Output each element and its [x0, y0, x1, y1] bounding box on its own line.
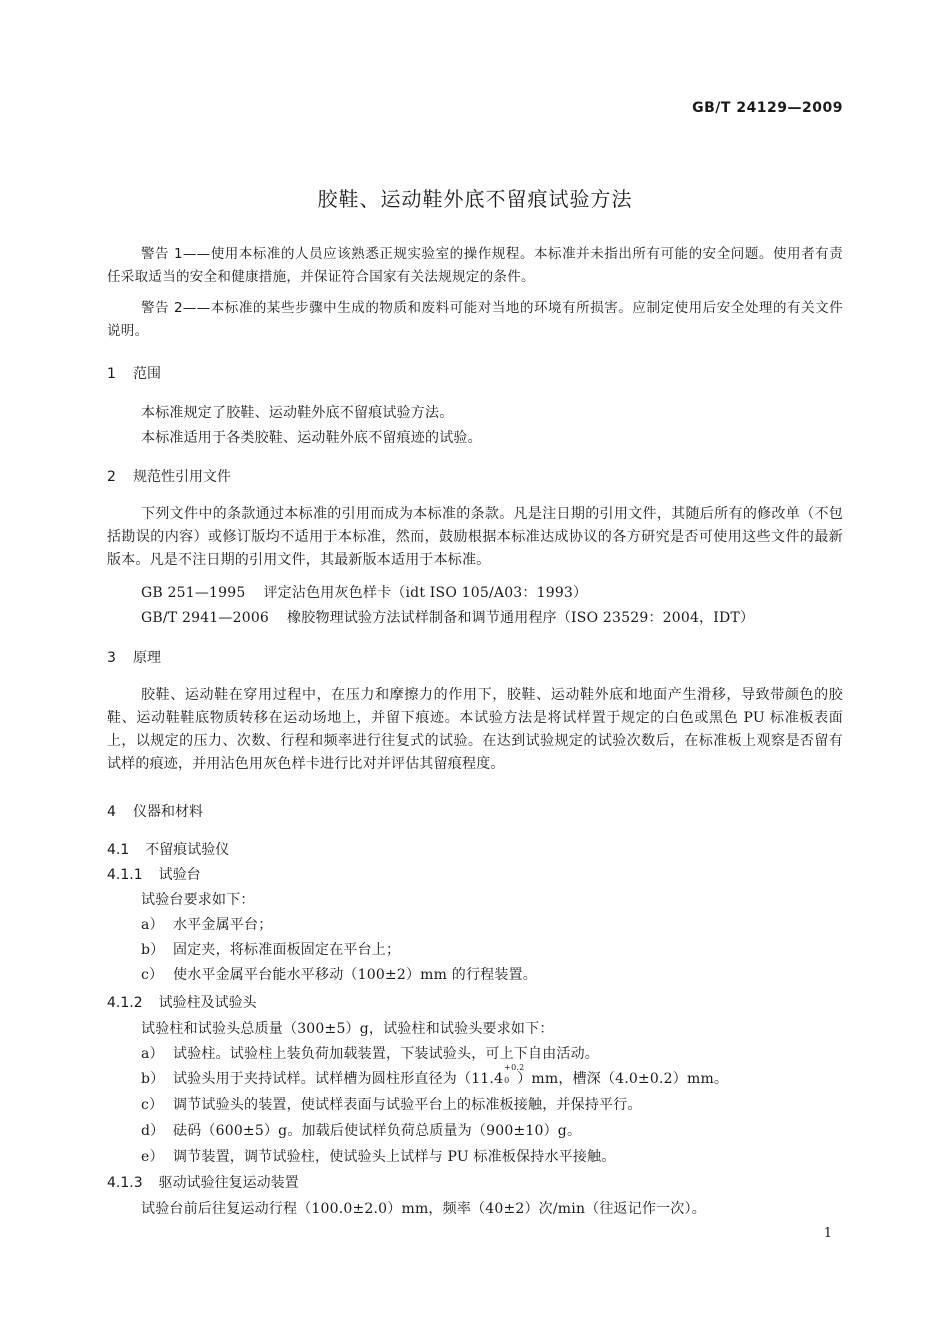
section-number: 4.1	[107, 842, 130, 858]
section-3-heading	[107, 647, 161, 667]
section-title: 范围	[133, 366, 161, 382]
document-title: 胶鞋、运动鞋外底不留痕试验方法	[317, 187, 633, 211]
list-text: 试验柱。试验柱上装负荷加载装置，下装试验头，可上下自由活动。	[173, 1046, 599, 1062]
section-4-1-2-heading	[107, 992, 257, 1012]
list-label: b）	[141, 1071, 165, 1087]
section-4-1-1-intro: 试验台要求如下：	[141, 892, 255, 908]
list-label: c）	[141, 967, 164, 983]
section-4-1-2-intro: 试验柱和试验头总质量（300±5）g，试验柱和试验头要求如下：	[141, 1021, 554, 1037]
section-4-1-heading	[107, 839, 229, 859]
section-title: 不留痕试验仪	[145, 842, 230, 858]
reference-title: 评定沾色用灰色样卡（idt ISO 105/A03：1993）	[263, 585, 588, 601]
section-1-para-1: 本标准规定了胶鞋、运动鞋外底不留痕试验方法。	[141, 405, 454, 421]
list-item	[141, 964, 537, 984]
warning-1: 警告 1——使用本标准的人员应该熟悉正规实验室的操作规程。本标准并未指出所有可能的安全问题。使用者有责任采取适当的安全和健康措施，并保证符合国家有关法规规定的条件。	[107, 246, 843, 285]
section-title: 规范性引用文件	[133, 469, 231, 485]
section-4-1-3-heading	[107, 1172, 299, 1192]
list-label: b）	[141, 942, 165, 958]
section-title: 试验台	[158, 867, 201, 883]
section-1-heading	[107, 363, 161, 383]
list-item	[141, 1094, 642, 1114]
list-text: 固定夹，将标准面板固定在平台上；	[173, 942, 401, 958]
standard-code: GB/T 24129—2009	[692, 100, 843, 116]
section-title: 仪器和材料	[133, 804, 203, 820]
section-title: 驱动试验往复运动装置	[158, 1175, 299, 1191]
tolerance-upper: +0.2	[504, 1063, 525, 1072]
section-number: 4	[107, 804, 116, 820]
section-number: 4.1.2	[107, 995, 143, 1011]
list-label: a）	[141, 917, 164, 933]
section-4-heading	[107, 801, 203, 821]
reference-2	[141, 607, 754, 627]
list-item	[141, 914, 272, 934]
list-item	[141, 1120, 581, 1140]
section-number: 2	[107, 469, 116, 485]
list-text: 调节试验头的装置，使试样表面与试验平台上的标准板接触，并保持平行。	[173, 1097, 642, 1113]
warning-2: 警告 2——本标准的某些步骤中生成的物质和废料可能对当地的环境有所损害。应制定使用后安全处理的有关文件说明。	[107, 300, 843, 339]
list-text: 水平金属平台；	[173, 917, 273, 933]
list-text: 砝码（600±5）g。加载后使试样负荷总质量为（900±10）g。	[173, 1123, 582, 1139]
section-3-para: 胶鞋、运动鞋在穿用过程中，在压力和摩擦力的作用下，胶鞋、运动鞋外底和地面产生滑移，导致带颜色的胶鞋、运动鞋鞋底物质转移在运动场地上，并留下痕迹。本试验方法是将试样置于规定的白色或黑色 PU 标准板表面上，以规定的压力、次数、行程和频率进行往复式的试验。在达到试验规定的试验次数后，在标准板上观察是否留有试样的痕迹，并用沾色用灰色样卡进行比对并评估其留痕程度。	[107, 687, 843, 772]
reference-1	[141, 582, 587, 602]
section-number: 3	[107, 650, 116, 666]
tolerance-lower: 0	[504, 1076, 510, 1085]
page-number: 1	[823, 1226, 832, 1241]
section-2-heading	[107, 466, 231, 486]
reference-code: GB/T 2941—2006	[141, 610, 270, 626]
list-item	[141, 1063, 729, 1088]
section-number: 4.1.1	[107, 867, 143, 883]
section-4-1-1-heading	[107, 864, 201, 884]
list-label: a）	[141, 1046, 164, 1062]
list-label: e）	[141, 1149, 164, 1165]
section-2-intro: 下列文件中的条款通过本标准的引用而成为本标准的条款。凡是注日期的引用文件，其随后所有的修改单（不包括勘误的内容）或修订版均不适用于本标准，然而，鼓励根据本标准达成协议的各方研究是否可使用这些文件的最新版本。凡是不注日期的引用文件，其最新版本适用于本标准。	[107, 506, 843, 568]
list-item	[141, 1146, 615, 1166]
list-text: 调节装置，调节试验柱，使试验头上试样与 PU 标准板保持水平接触。	[173, 1149, 616, 1165]
section-number: 4.1.3	[107, 1175, 143, 1191]
section-title: 试验柱及试验头	[158, 995, 257, 1011]
section-1-para-2: 本标准适用于各类胶鞋、运动鞋外底不留痕迹的试验。	[141, 430, 482, 446]
reference-code: GB 251—1995	[141, 585, 246, 601]
section-4-1-3-para: 试验台前后往复运动行程（100.0±2.0）mm，频率（40±2）次/min（往返记作一次）。	[141, 1201, 706, 1217]
section-number: 1	[107, 366, 116, 382]
list-item	[141, 939, 400, 959]
list-label: c）	[141, 1097, 164, 1113]
tolerance	[503, 1063, 525, 1085]
reference-title: 橡胶物理试验方法试样制备和调节通用程序（ISO 23529：2004，IDT）	[287, 610, 755, 626]
list-text-before: 试验头用于夹持试样。试样槽为圆柱形直径为（11.4	[173, 1071, 504, 1087]
list-item	[141, 1043, 599, 1063]
section-title: 原理	[133, 650, 161, 666]
list-text-after: ）mm，槽深（4.0±0.2）mm。	[517, 1071, 729, 1087]
list-text: 使水平金属平台能水平移动（100±2）mm 的行程装置。	[173, 967, 537, 983]
list-label: d）	[141, 1123, 165, 1139]
